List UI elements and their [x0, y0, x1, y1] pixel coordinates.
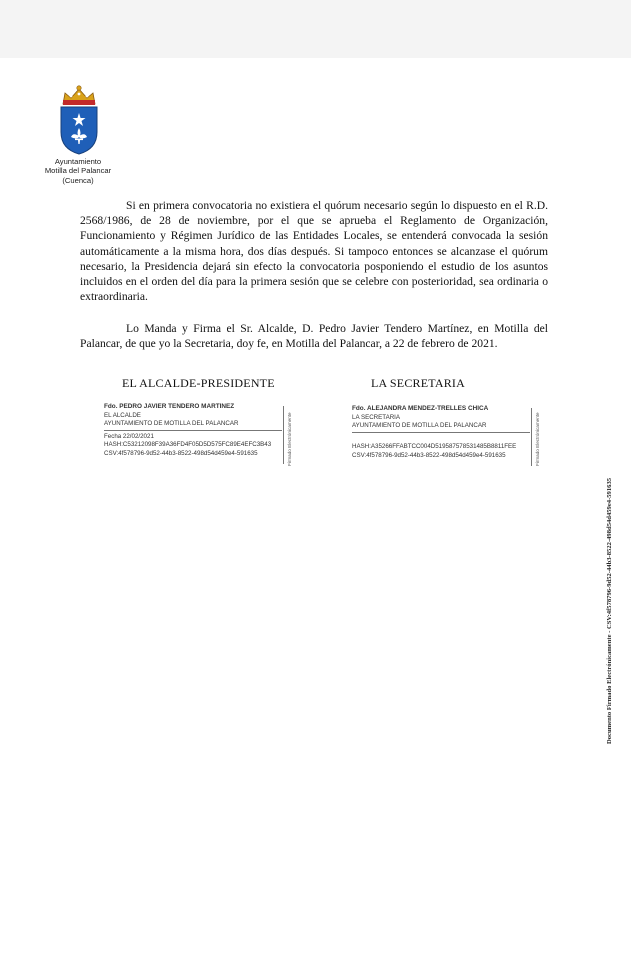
secretary-signature-stamp	[352, 405, 530, 460]
paragraph-signing-text: Lo Manda y Firma el Sr. Alcalde, D. Pedro Javier Tendero Martínez, en Motilla del Palancar, de que yo la Secretaria, doy fe, en Motilla del Palancar, a 22 de febrero de 2021.	[80, 322, 548, 351]
paragraph-quorum	[80, 198, 548, 304]
mayor-stamp-divider	[283, 406, 284, 464]
paragraph-signing	[80, 321, 548, 351]
municipality-line-1: Ayuntamiento	[54, 157, 102, 166]
mayor-csv: CSV:4f578796-9d52-44b3-8522-498d54d459e4-591635	[104, 449, 258, 457]
secretary-csv: CSV:4f578796-9d52-44b3-8522-498d54d459e4-591635	[352, 451, 506, 459]
secretary-organization: AYUNTAMIENTO DE MOTILLA DEL PALANCAR	[352, 422, 530, 433]
mayor-electronic-label: Firmado Electrónicamente	[287, 412, 292, 466]
coat-of-arms-icon	[56, 84, 102, 156]
municipality-name	[32, 157, 124, 185]
mayor-hash: HASH:C53212098F39A36FD4F05D5D575FC89E4EFC3B43	[104, 441, 272, 448]
top-band	[0, 0, 631, 58]
mayor-sign-date: Fecha 22/02/2021	[104, 432, 154, 440]
mayor-position: EL ALCALDE	[104, 411, 141, 419]
side-csv-note: Documento Firmado Electrónicamente - CSV:4f578796-9d52-44b3-8522-498d54d459e4-591635	[606, 477, 613, 744]
mayor-signer-name: Fdo. PEDRO JAVIER TENDERO MARTINEZ	[104, 403, 235, 410]
mayor-signature-stamp	[104, 403, 282, 458]
municipality-line-2: Motilla del Palancar	[44, 166, 112, 176]
secretary-role-heading: LA SECRETARIA	[371, 376, 465, 390]
secretary-signer-name: Fdo. ALEJANDRA MENDEZ-TRELLES CHICA	[352, 405, 489, 412]
mayor-role-heading: EL ALCALDE-PRESIDENTE	[122, 376, 275, 390]
document-page	[0, 58, 631, 960]
secretary-hash: HASH:A35266FFABTCC004D519587578531485B8811FEE	[352, 443, 517, 450]
secretary-position: LA SECRETARIA	[352, 413, 401, 421]
secretary-electronic-label: Firmado Electrónicamente	[535, 412, 540, 466]
mayor-organization: AYUNTAMIENTO DE MOTILLA DEL PALANCAR	[104, 420, 282, 431]
municipality-line-3: (Cuenca)	[62, 175, 94, 185]
paragraph-quorum-text: Si en primera convocatoria no existiera el quórum necesario según lo dispuesto en el R.D. 2568/1986, de 28 de noviembre, por el que se aprueba el Reglamento de Organización, Funcionamiento y Régimen Jurídico de las Entidades Locales, se entenderá convocada la sesión automáticamente a la misma hora, dos días después. Si tampoco entonces se alcanzase el quórum necesario, la Presidencia dejará sin efecto la convocatoria posponiendo el estudio de los asuntos incluidos en el orden del día para la primera sesión que se celebre con posterioridad, sea ordinaria o extraordinaria.	[80, 199, 548, 304]
secretary-stamp-divider	[531, 408, 532, 466]
secretary-stamp-spacer	[352, 435, 530, 444]
